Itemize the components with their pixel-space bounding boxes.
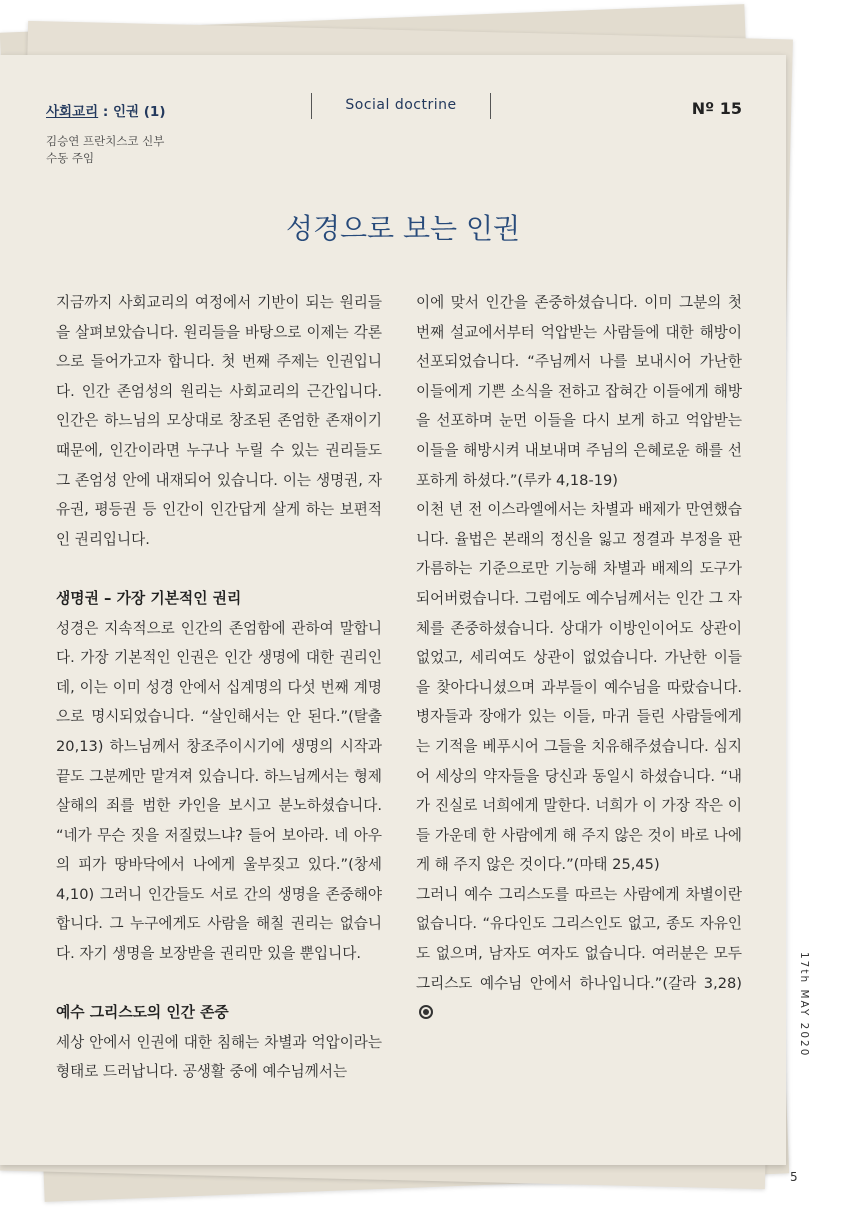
right-paragraph-2: 이천 년 전 이스라엘에서는 차별과 배제가 만연했습니다. 율법은 본래의 정신을 잃고 정결과 부정을 판가름하는 기준으로만 기능해 차별과 배제의 도구가 되어버렸습니다. 그럼에도 예수님께서는 인간 그 자체를 존중하셨습니다. 상대가 이방인이어도 상관이 없었고, 세리여도 상관이 없었습니다. 가난한 이들을 찾아다니셨으며 과부들이 예수님을 따랐습니다. 병자들과 장애가 있는 이들, 마귀 들린 사람들에게는 기적을 베푸시어 그들을 치유해주셨습니다. 심지어 세상의 약자들을 당신과 동일시 하셨습니다. “내가 진실로 너희에게 말한다. 너희가 이 가장 작은 이들 가운데 한 사람에게 해 주지 않은 것이 바로 나에게 해 주지 않은 것이다.”(마태 25,45) bbox=[416, 501, 742, 874]
article-title: 성경으로 보는 인권 bbox=[285, 212, 521, 245]
author-role: 수동 주임 bbox=[46, 151, 95, 165]
issue-number: Nº 15 bbox=[691, 99, 742, 118]
publication-date: 17th MAY 2020 bbox=[798, 952, 810, 1058]
series-subtitle: : 인권 (1) bbox=[98, 104, 166, 120]
section-heading-respect: 예수 그리스도의 인간 존중 bbox=[56, 1004, 229, 1022]
series-name: 사회교리 bbox=[46, 104, 99, 120]
right-paragraph-3-text: 그러니 예수 그리스도를 따르는 사람에게 차별이란 없습니다. “유다인도 그리스인도 없고, 종도 자유인도 없으며, 남자도 여자도 없습니다. 여러분은 모두 그리스도 예수님 안에서 하나입니다.”(갈라 3,28) bbox=[416, 885, 742, 992]
end-mark-icon bbox=[419, 1005, 433, 1019]
series-label bbox=[46, 100, 166, 120]
right-paragraph-3 bbox=[416, 880, 742, 1028]
author-name: 김승연 프란치스코 신부 bbox=[46, 134, 165, 148]
intro-paragraph: 지금까지 사회교리의 여정에서 기반이 되는 원리들을 살펴보았습니다. 원리들을 바탕으로 이제는 각론으로 들어가고자 합니다. 첫 번째 주제는 인권입니다. 인간 존엄성의 원리는 사회교리의 근간입니다. 인간은 하느님의 모상대로 창조된 존엄한 존재이기 때문에, 인간이라면 누구나 누릴 수 있는 권리들도 그 존엄성 안에 내재되어 있습니다. 이는 생명권, 자유권, 평등권 등 인간이 인간답게 살게 하는 보편적인 권리입니다. bbox=[56, 294, 382, 548]
respect-paragraph: 세상 안에서 인권에 대한 침해는 차별과 억압이라는 형태로 드러납니다. 공생활 중에 예수님께서는 bbox=[56, 1033, 382, 1081]
right-paragraph-1: 이에 맞서 인간을 존중하셨습니다. 이미 그분의 첫 번째 설교에서부터 억압받는 사람들에 대한 해방이 선포되었습니다. “주님께서 나를 보내시어 가난한 이들에게 기쁜 소식을 전하고 잡혀간 이들에게 해방을 선포하며 눈먼 이들을 다시 보게 하고 억압받는 이들을 해방시켜 내보내며 주님의 은혜로운 해를 선포하게 하셨다.”(루카 4,18-19) bbox=[416, 294, 742, 489]
author-block bbox=[46, 133, 164, 167]
page-number: 5 bbox=[790, 1170, 798, 1184]
section-label: Social doctrine bbox=[311, 93, 491, 119]
right-to-life-paragraph: 성경은 지속적으로 인간의 존엄함에 관하여 말합니다. 가장 기본적인 인권은 인간 생명에 대한 권리인데, 이는 이미 성경 안에서 십계명의 다섯 번째 계명으로 명시되었습니다. “살인해서는 안 된다.”(탈출 20,13) 하느님께서 창조주이시기에 생명의 시작과 끝도 그분께만 맡겨져 있습니다. 하느님께서는 형제 살해의 죄를 범한 카인을 보시고 분노하셨습니다. “네가 무슨 짓을 저질렀느냐? 들어 보아라. 네 아우의 피가 땅바닥에서 나에게 울부짖고 있다.”(창세 4,10) 그러니 인간들도 서로 간의 생명을 존중해야 합니다. 그 누구에게도 사람을 해칠 권리는 없습니다. 자기 생명을 보장받을 권리만 있을 뿐입니다. bbox=[56, 619, 382, 963]
right-column bbox=[416, 288, 742, 1028]
left-column bbox=[56, 288, 382, 1087]
section-heading-right-to-life: 생명권 – 가장 기본적인 권리 bbox=[56, 589, 242, 607]
